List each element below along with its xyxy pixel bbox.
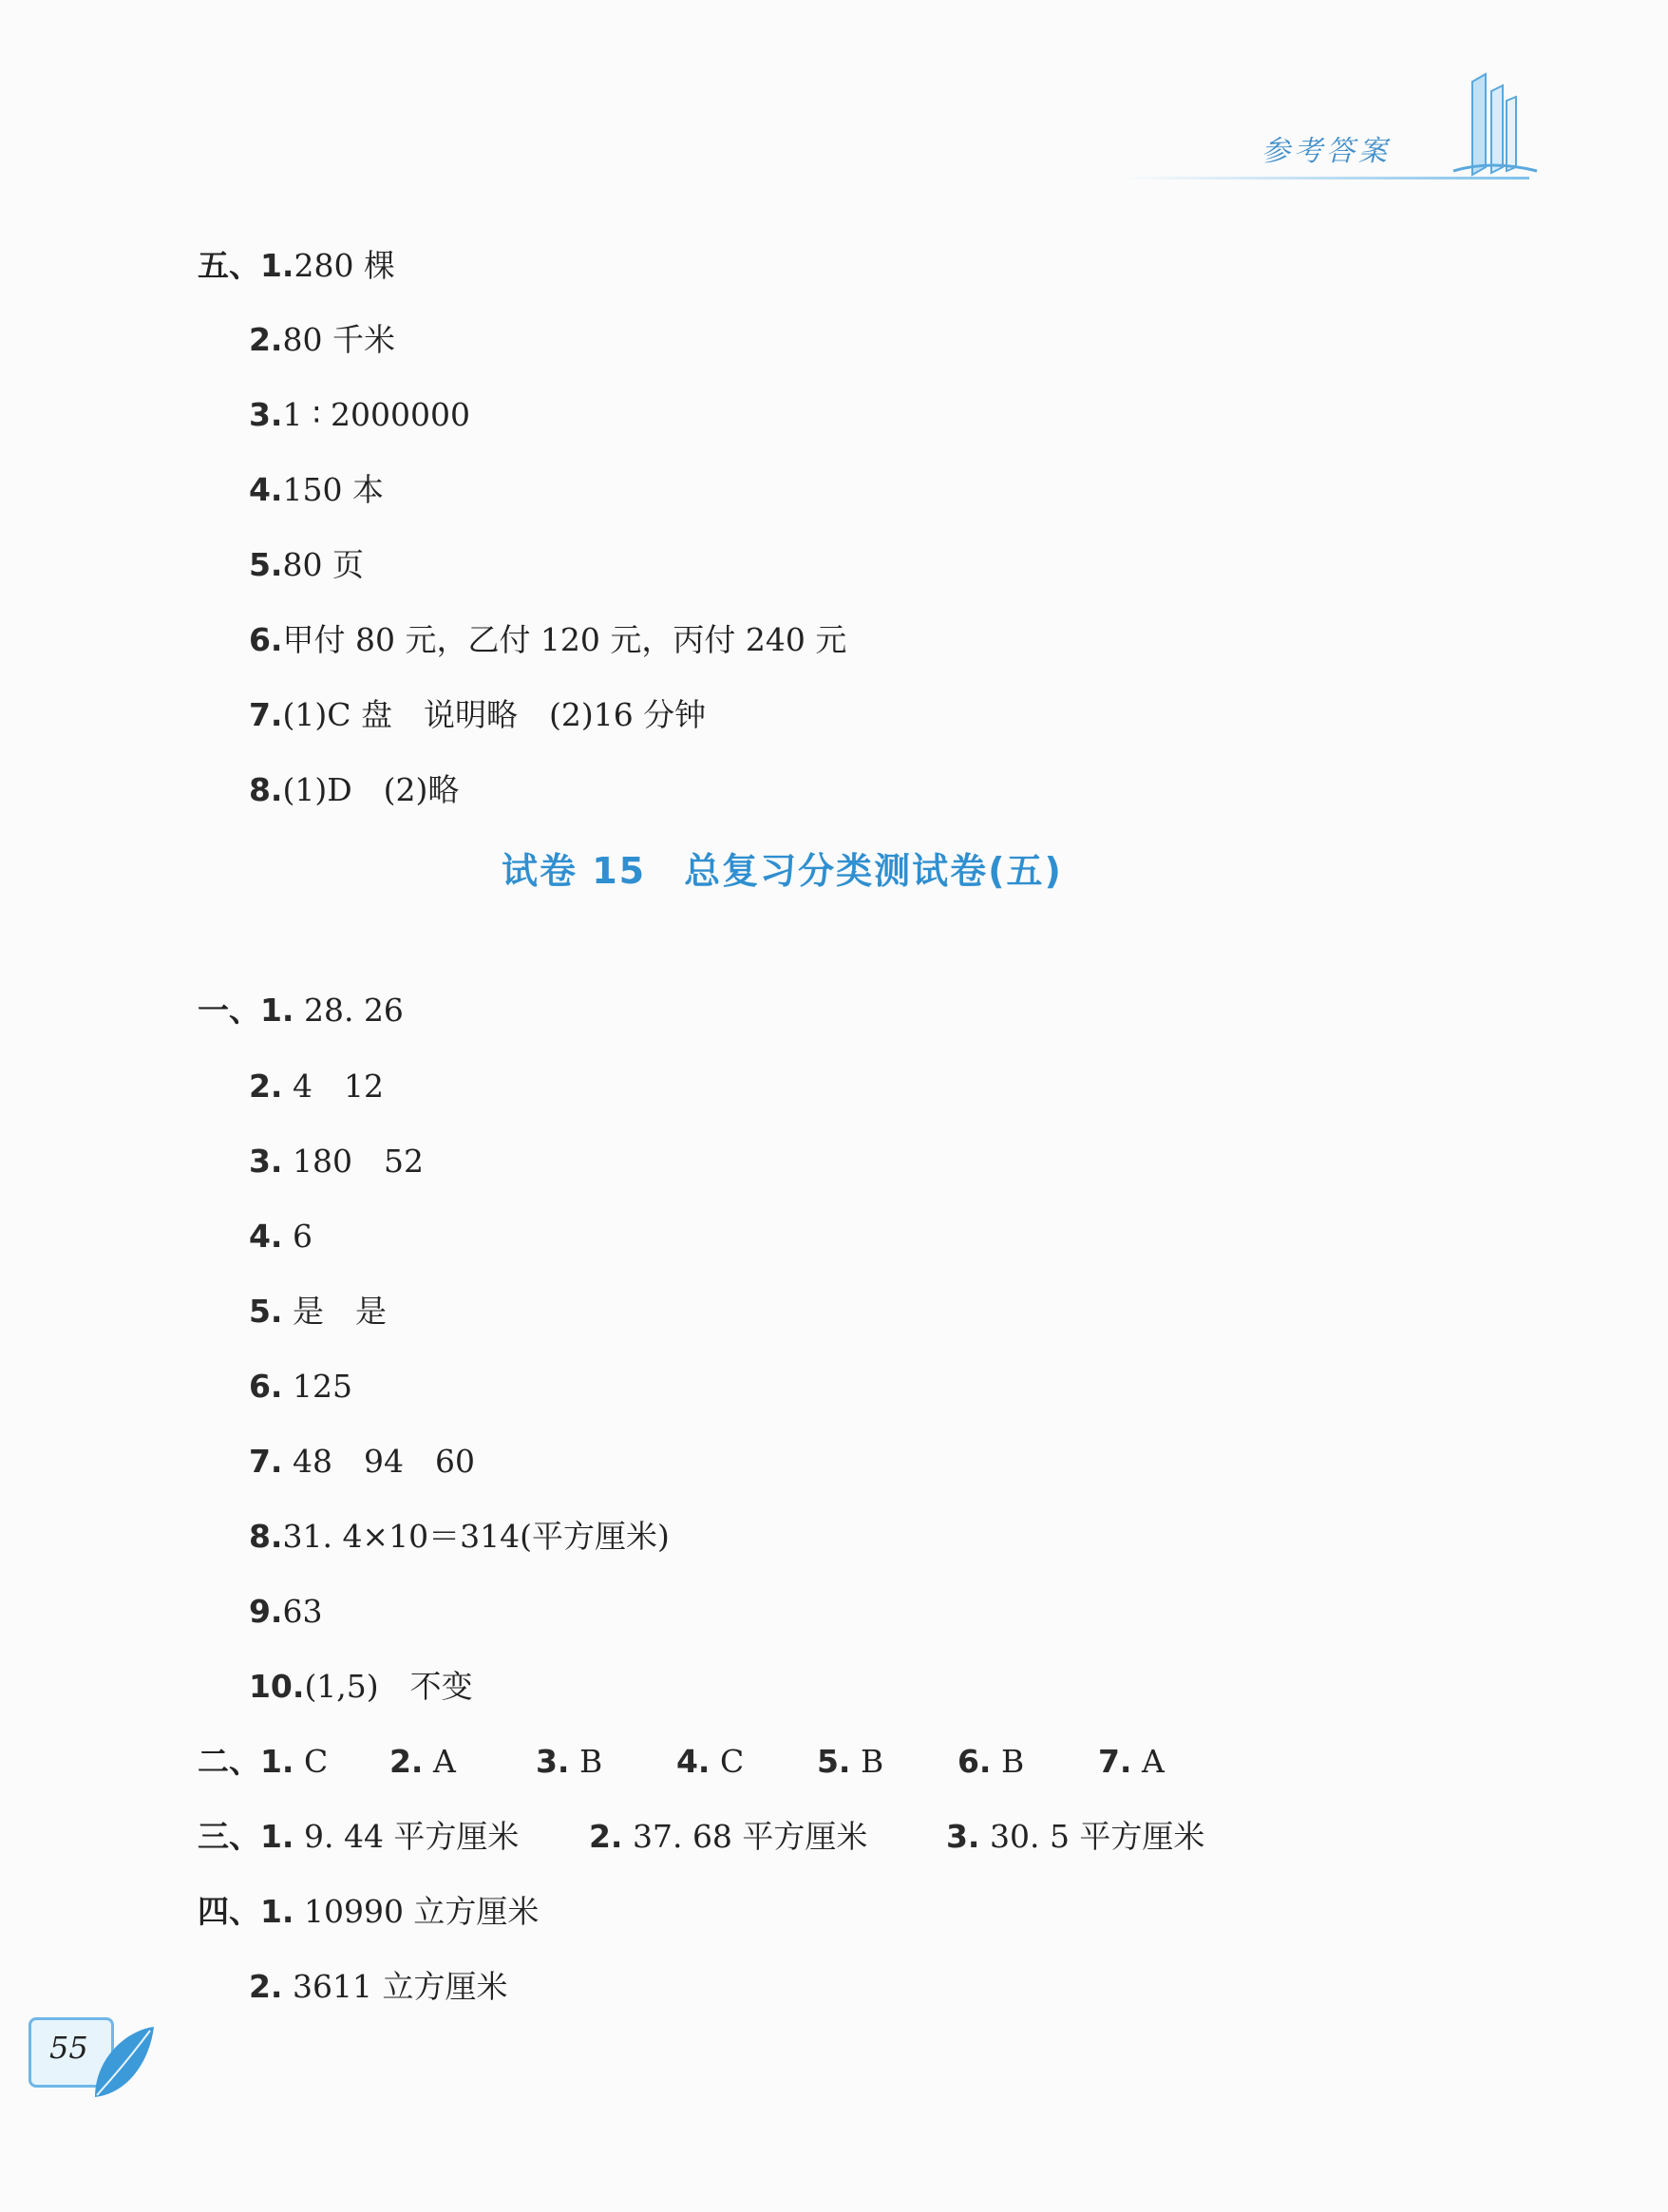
- item-number: 2.: [248, 1068, 283, 1105]
- item-number: 5.: [248, 546, 283, 583]
- item-number: 2.: [248, 1968, 283, 2005]
- item-number: 4.: [248, 471, 283, 508]
- item-answer: 是 是: [292, 1293, 387, 1330]
- item-number: 4.: [248, 1218, 283, 1255]
- item-number: 1.: [259, 247, 294, 284]
- item-answer: 6: [292, 1218, 313, 1255]
- item-answer: B: [860, 1743, 884, 1780]
- item-answer: 80 页: [282, 546, 364, 583]
- item-number: 9.: [248, 1593, 283, 1630]
- item-answer: 80 千米: [282, 321, 395, 358]
- answer-line: [209, 1930, 507, 2044]
- item-number: 6.: [957, 1743, 992, 1780]
- item-number: 1.: [259, 1818, 294, 1855]
- item-number: 3.: [248, 1143, 283, 1180]
- page-number: 55: [49, 2030, 88, 2066]
- item-number: 2.: [588, 1818, 623, 1855]
- item-number: 5.: [816, 1743, 851, 1780]
- item-answer: 4 12: [292, 1068, 384, 1105]
- item-answer: 甲付 80 元，乙付 120 元，丙付 240 元: [282, 621, 847, 658]
- item-number: 8.: [248, 1518, 283, 1555]
- item-number: 1.: [259, 1743, 294, 1780]
- item-answer: 3611 立方厘米: [292, 1968, 508, 2005]
- item-number: 7.: [248, 696, 283, 733]
- item-number: 6.: [248, 621, 283, 658]
- paper-title: 试卷 15 总复习分类测试卷(五): [502, 850, 1063, 892]
- item-number: 4.: [675, 1743, 711, 1780]
- item-answer: 9. 44 平方厘米: [303, 1818, 520, 1855]
- answer-line: [906, 1780, 1204, 1894]
- item-number: 8.: [248, 771, 283, 808]
- item-answer: 280 棵: [294, 247, 395, 284]
- item-answer: 125: [292, 1368, 352, 1405]
- item-number: 2.: [389, 1743, 424, 1780]
- item-number: 2.: [248, 321, 283, 358]
- item-answer: 180 52: [292, 1143, 424, 1180]
- item-answer: 31. 4×10＝314(平方厘米): [282, 1518, 670, 1555]
- leaf-decoration-icon: [87, 2021, 158, 2103]
- item-number: 3.: [945, 1818, 980, 1855]
- item-answer: 37. 68 平方厘米: [632, 1818, 868, 1855]
- header-label: 参考答案: [1261, 135, 1391, 168]
- item-number: 1.: [259, 1893, 294, 1930]
- item-answer: C: [303, 1743, 329, 1780]
- section-label: 四、: [197, 1893, 260, 1930]
- item-answer: (1)D (2)略: [282, 771, 460, 808]
- item-answer: C: [719, 1743, 745, 1780]
- section-label: 三、: [197, 1818, 260, 1855]
- item-answer: B: [1000, 1743, 1025, 1780]
- item-answer: A: [432, 1743, 456, 1780]
- item-answer: 48 94 60: [292, 1443, 475, 1480]
- item-answer: 28. 26: [303, 992, 404, 1029]
- section-label: 五、: [197, 247, 260, 284]
- section-label: 二、: [197, 1743, 260, 1780]
- item-answer: A: [1141, 1743, 1165, 1780]
- item-number: 5.: [248, 1293, 283, 1330]
- answer-line: [209, 733, 459, 847]
- item-answer: 30. 5 平方厘米: [989, 1818, 1205, 1855]
- item-answer: B: [578, 1743, 603, 1780]
- item-number: 6.: [248, 1368, 283, 1405]
- item-number: 10.: [248, 1668, 305, 1705]
- item-number: 3.: [535, 1743, 570, 1780]
- item-number: 7.: [248, 1443, 283, 1480]
- section-label: 一、: [197, 992, 260, 1029]
- item-number: 7.: [1097, 1743, 1132, 1780]
- answer-line: [549, 1780, 867, 1894]
- item-answer: 150 本: [282, 471, 384, 508]
- item-number: 3.: [248, 396, 283, 433]
- item-answer: 10990 立方厘米: [303, 1893, 540, 1930]
- item-number: 1.: [259, 992, 294, 1029]
- item-answer: 1 ∶ 2000000: [282, 396, 471, 433]
- item-answer: (1)C 盘 说明略 (2)16 分钟: [282, 696, 707, 733]
- item-answer: 63: [282, 1593, 323, 1630]
- item-answer: (1,5) 不变: [304, 1668, 473, 1705]
- bookmark-decoration-icon: [1444, 72, 1539, 179]
